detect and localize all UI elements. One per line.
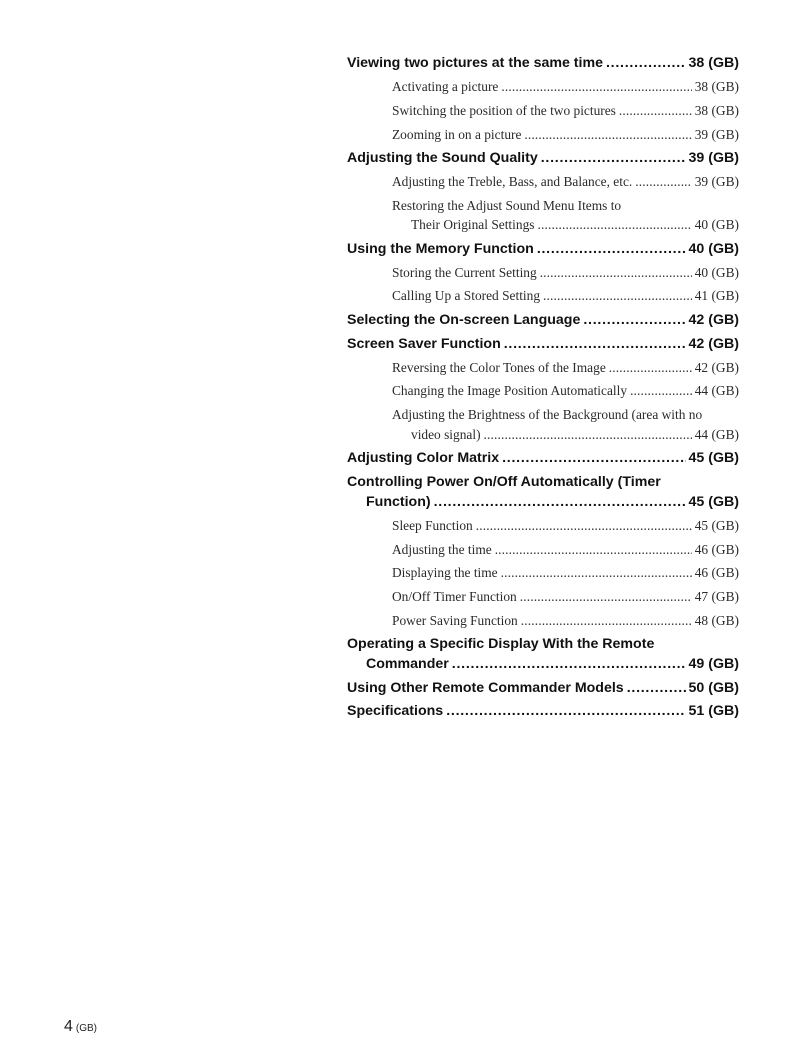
toc-subsection-entry (347, 516, 739, 536)
toc-entry-title-line: Adjusting the Brightness of the Background (area with no (392, 407, 703, 423)
toc-entry-page: 47 (GB) (694, 588, 739, 604)
dot-leader (501, 77, 691, 97)
toc-entry-page: 49 (GB) (688, 655, 739, 672)
toc-subsection-entry (347, 286, 739, 306)
toc-entry-title: Screen Saver Function (347, 335, 501, 352)
toc-entry-page: 45 (GB) (688, 493, 739, 510)
dot-leader (537, 215, 691, 235)
toc-entry-page: 39 (GB) (694, 174, 739, 190)
dot-leader (524, 125, 691, 145)
toc-entry-page: 48 (GB) (694, 612, 739, 628)
toc-subsection-entry (347, 381, 739, 401)
toc-entry-page: 39 (GB) (688, 149, 739, 166)
toc-entry-title: Selecting the On-screen Language (347, 311, 581, 328)
toc-entry-title: Adjusting the time (392, 541, 492, 557)
toc-subsection-entry (347, 358, 739, 378)
toc-entry-page: 40 (GB) (694, 217, 739, 233)
toc-entry-title: Adjusting Color Matrix (347, 449, 500, 466)
toc-entry-title-line: Restoring the Adjust Sound Menu Items to (392, 197, 622, 213)
toc-subsection-entry (347, 540, 739, 560)
toc-section-entry (347, 448, 739, 468)
toc-section-entry (347, 472, 739, 512)
dot-leader (434, 492, 686, 512)
toc-entry-page: 45 (GB) (688, 449, 739, 466)
page-footer (64, 1018, 97, 1036)
toc-entry-title: Viewing two pictures at the same time (347, 55, 603, 71)
toc-section-entry (347, 148, 739, 168)
dot-leader (446, 701, 685, 721)
toc-entry-title: Reversing the Color Tones of the Image (392, 359, 606, 375)
dot-leader (630, 381, 692, 401)
toc-subsection-entry (347, 77, 739, 97)
dot-leader (452, 654, 686, 674)
dot-leader (635, 172, 691, 192)
toc-section-entry (347, 239, 739, 259)
toc-entry-title: Their Original Settings (411, 217, 535, 233)
toc-entry-title: video signal) (411, 426, 481, 442)
toc-entry-page: 41 (GB) (694, 288, 739, 304)
toc-entry-title: Power Saving Function (392, 612, 518, 628)
toc-entry-title: Calling Up a Stored Setting (392, 288, 541, 304)
toc-section-entry (347, 701, 739, 721)
dot-leader (484, 425, 692, 445)
dot-leader (504, 334, 686, 354)
toc-entry-title-line: Operating a Specific Display With the Remote (347, 635, 655, 652)
toc-entry-title: Adjusting the Treble, Bass, and Balance, etc. (392, 174, 633, 190)
toc-entry-page: 39 (GB) (694, 126, 739, 142)
toc-entry-title: Storing the Current Setting (392, 264, 537, 280)
toc-entry-title: Function) (366, 493, 431, 510)
toc-entry-title: Zooming in on a picture (392, 126, 522, 142)
dot-leader (619, 101, 692, 121)
toc-subsection-entry (347, 196, 739, 235)
toc-entry-page: 40 (GB) (688, 240, 739, 257)
toc-subsection-entry (347, 101, 739, 121)
toc-subsection-entry (347, 405, 739, 444)
dot-leader (541, 148, 686, 168)
toc-section-entry (347, 634, 739, 674)
dot-leader (476, 516, 692, 536)
dot-leader (627, 678, 686, 698)
dot-leader (543, 286, 692, 306)
toc-entry-page: 38 (GB) (694, 102, 739, 118)
toc-section-entry (347, 310, 739, 330)
dot-leader (521, 611, 692, 631)
toc-entry-page: 42 (GB) (694, 359, 739, 375)
dot-leader (501, 563, 692, 583)
toc-entry-page: 38 (GB) (694, 79, 739, 95)
dot-leader (540, 263, 692, 283)
toc-entry-page: 42 (GB) (688, 311, 739, 328)
toc-entry-title: Using the Memory Function (347, 240, 534, 257)
toc-entry-title: Specifications (347, 703, 444, 720)
toc-entry-title: Activating a picture (392, 79, 499, 95)
toc-subsection-entry (347, 263, 739, 283)
dot-leader (495, 540, 692, 560)
dot-leader (520, 587, 692, 607)
toc-entry-title-line: Controlling Power On/Off Automatically (Timer (347, 473, 661, 490)
toc-entry-title: Sleep Function (392, 517, 473, 533)
toc-subsection-entry (347, 563, 739, 583)
toc-entry-page: 42 (GB) (688, 335, 739, 352)
toc-section-entry (347, 334, 739, 354)
toc-section-entry (347, 53, 739, 73)
toc-subsection-entry (347, 611, 739, 631)
toc-entry-title: Adjusting the Sound Quality (347, 149, 538, 166)
page-number-suffix: (GB) (75, 1023, 98, 1034)
dot-leader (606, 53, 686, 73)
toc-entry-title: Switching the position of the two pictures (392, 102, 616, 118)
toc-entry-page: 45 (GB) (694, 517, 739, 533)
table-of-contents (347, 53, 739, 721)
toc-entry-page: 38 (GB) (688, 55, 739, 71)
toc-entry-page: 40 (GB) (694, 264, 739, 280)
toc-entry-page: 51 (GB) (688, 703, 739, 720)
toc-entry-title: Using Other Remote Commander Models (347, 679, 624, 696)
toc-subsection-entry (347, 125, 739, 145)
dot-leader (609, 358, 692, 378)
toc-subsection-entry (347, 172, 739, 192)
toc-entry-title: Commander (366, 655, 449, 672)
dot-leader (583, 310, 685, 330)
toc-entry-title: On/Off Timer Function (392, 588, 517, 604)
toc-entry-page: 46 (GB) (694, 541, 739, 557)
toc-entry-title: Displaying the time (392, 565, 498, 581)
toc-entry-page: 46 (GB) (694, 565, 739, 581)
toc-entry-title: Changing the Image Position Automatically (392, 383, 628, 399)
toc-subsection-entry (347, 587, 739, 607)
toc-section-entry (347, 678, 739, 698)
page-number: 4 (64, 1018, 73, 1035)
toc-entry-page: 44 (GB) (694, 383, 739, 399)
toc-entry-page: 44 (GB) (694, 426, 739, 442)
dot-leader (502, 448, 685, 468)
toc-entry-page: 50 (GB) (688, 679, 739, 696)
dot-leader (537, 239, 686, 259)
